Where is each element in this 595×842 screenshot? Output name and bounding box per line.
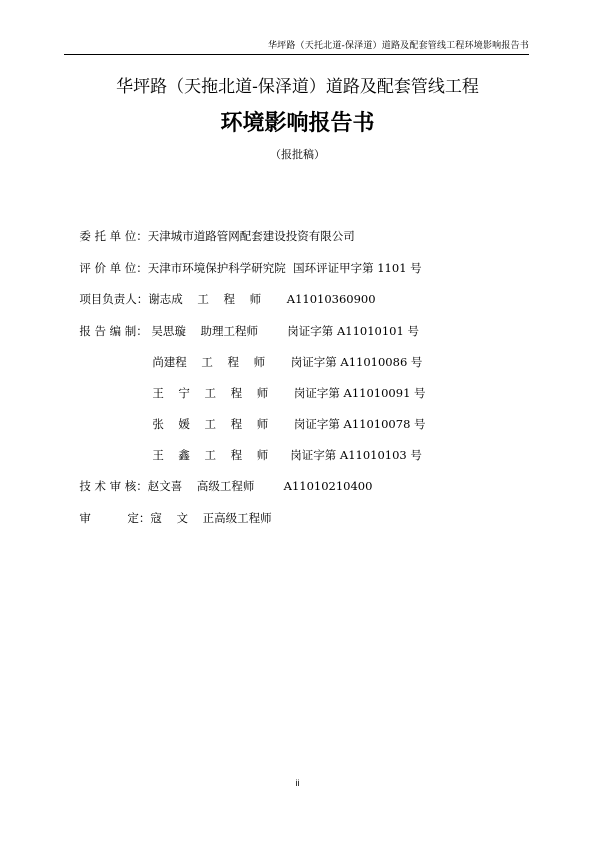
field-value: 王 宁 工 程 师 岗证字第 A11010091 号 xyxy=(152,386,426,400)
personnel-row-commissioner xyxy=(72,214,355,244)
page-number: ii xyxy=(295,778,300,788)
field-label: 报 告 编 制： xyxy=(79,324,148,338)
header-rule xyxy=(64,54,529,55)
field-label: 委 托 单 位： xyxy=(79,229,148,243)
field-value: 赵文喜 高级工程师 A11010210400 xyxy=(147,479,373,493)
field-value: 张 媛 工 程 师 岗证字第 A11010078 号 xyxy=(152,417,426,431)
personnel-row-author xyxy=(145,340,422,370)
report-title: 环境影响报告书 xyxy=(220,110,375,136)
personnel-row-author xyxy=(72,309,419,339)
personnel-row-author xyxy=(145,402,426,432)
field-value: 寇 文 正高级工程师 xyxy=(150,511,272,525)
personnel-row-approval xyxy=(72,496,272,526)
personnel-row-author xyxy=(145,433,422,463)
field-value: 王 鑫 工 程 师 岗证字第 A11010103 号 xyxy=(152,448,422,462)
field-value: 吴思璇 助理工程师 岗证字第 A11010101 号 xyxy=(147,324,419,338)
field-value: 天津市环境保护科学研究院 国环评证甲字第 1101 号 xyxy=(147,261,422,275)
personnel-row-assessor xyxy=(72,246,422,276)
field-label: 审 定： xyxy=(79,511,151,525)
field-value: 尚建程 工 程 师 岗证字第 A11010086 号 xyxy=(152,355,423,369)
field-value: 谢志成 工 程 师 A11010360900 xyxy=(148,292,376,306)
field-value: 天津城市道路管网配套建设投资有限公司 xyxy=(147,229,355,243)
project-title: 华坪路（天拖北道-保泽道）道路及配套管线工程 xyxy=(116,77,479,97)
personnel-row-technical-review xyxy=(72,464,372,494)
personnel-row-project-lead xyxy=(72,277,376,307)
draft-status: （报批稿） xyxy=(270,148,325,161)
field-label: 评 价 单 位： xyxy=(79,261,148,275)
field-label: 技 术 审 核： xyxy=(79,479,148,493)
personnel-row-author xyxy=(145,371,426,401)
field-label: 项目负责人： xyxy=(79,292,149,306)
running-header: 华坪路（天托北道-保泽道）道路及配套管线工程环境影响报告书 xyxy=(267,41,529,51)
